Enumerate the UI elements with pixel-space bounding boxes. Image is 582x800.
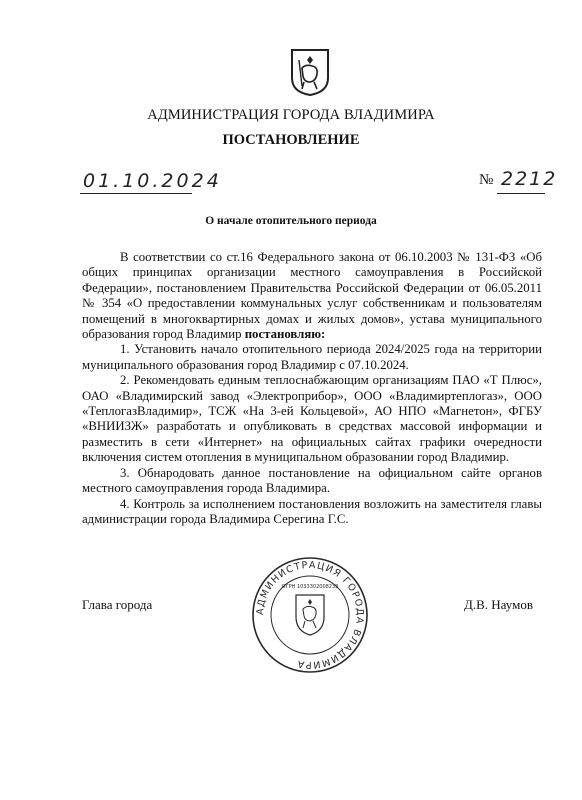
clause-1: 1. Установить начало отопительного периода 2024/2025 года на территории муниципального образования город Владимир с 07.10.2024. <box>82 342 542 372</box>
seal-emblem-icon <box>296 595 324 635</box>
preamble-paragraph <box>82 250 542 342</box>
date-underline <box>80 193 192 194</box>
organization-title: АДМИНИСТРАЦИЯ ГОРОДА ВЛАДИМИРА <box>147 107 435 123</box>
clause-4: 4. Контроль за исполнением постановления возложить на заместителя главы администрации города Владимира Серегина Г.С. <box>82 496 542 526</box>
coat-of-arms-icon <box>290 48 330 96</box>
document-type: ПОСТАНОВЛЕНИЕ <box>222 132 360 148</box>
number-underline <box>497 193 545 194</box>
document-number: 2212 <box>501 168 558 190</box>
official-seal <box>250 555 370 675</box>
document-subject: О начале отопительного периода <box>205 215 377 227</box>
signatory-title: Глава города <box>82 597 153 612</box>
clause-3: 3. Обнародовать данное постановление на официальном сайте органов местного самоуправления города Владимира. <box>82 465 542 496</box>
signatory-name: Д.В. Наумов <box>464 597 533 612</box>
seal-ogrn: ОГРН 1033302008233 <box>281 584 339 590</box>
preamble-text: В соответствии со ст.16 Федерального закона от 06.10.2003 № 131-ФЗ «Об общих принципах организации местного самоуправления в Российской Федерации», постановлением Правительства Российской Федерации от 06.05.2011 № 354 «О предоставлении коммунальных услуг собственникам и пользователям помещений в многоквартирных домах и жилых домов», устава муниципального образования город Владимир <box>82 250 542 342</box>
clause-2: 2. Рекомендовать единым теплоснабжающим организациям ПАО «Т Плюс», ОАО «Владимирский завод «Электроприбор», ООО «Владимиртеплогаз», ООО «ТеплогазВладимир», ТСЖ «На 3-ей Кольцевой», АО НПО «Магнетон», ФГБУ «ВНИИЗЖ» разработать и опубликовать в средствах массовой информации и разместить в сети «Интернет» на официальных сайтах графики очередности включения систем отопления в муниципальном образовании город Владимир. <box>82 373 542 465</box>
document-body <box>82 250 542 527</box>
seal-ring-text: АДМИНИСТРАЦИЯ ГОРОДА ВЛАДИМИРА <box>254 559 366 671</box>
resolution-word: постановляю: <box>244 327 326 342</box>
document-date: 01.10.2024 <box>83 170 222 192</box>
number-sign: № <box>479 172 494 188</box>
